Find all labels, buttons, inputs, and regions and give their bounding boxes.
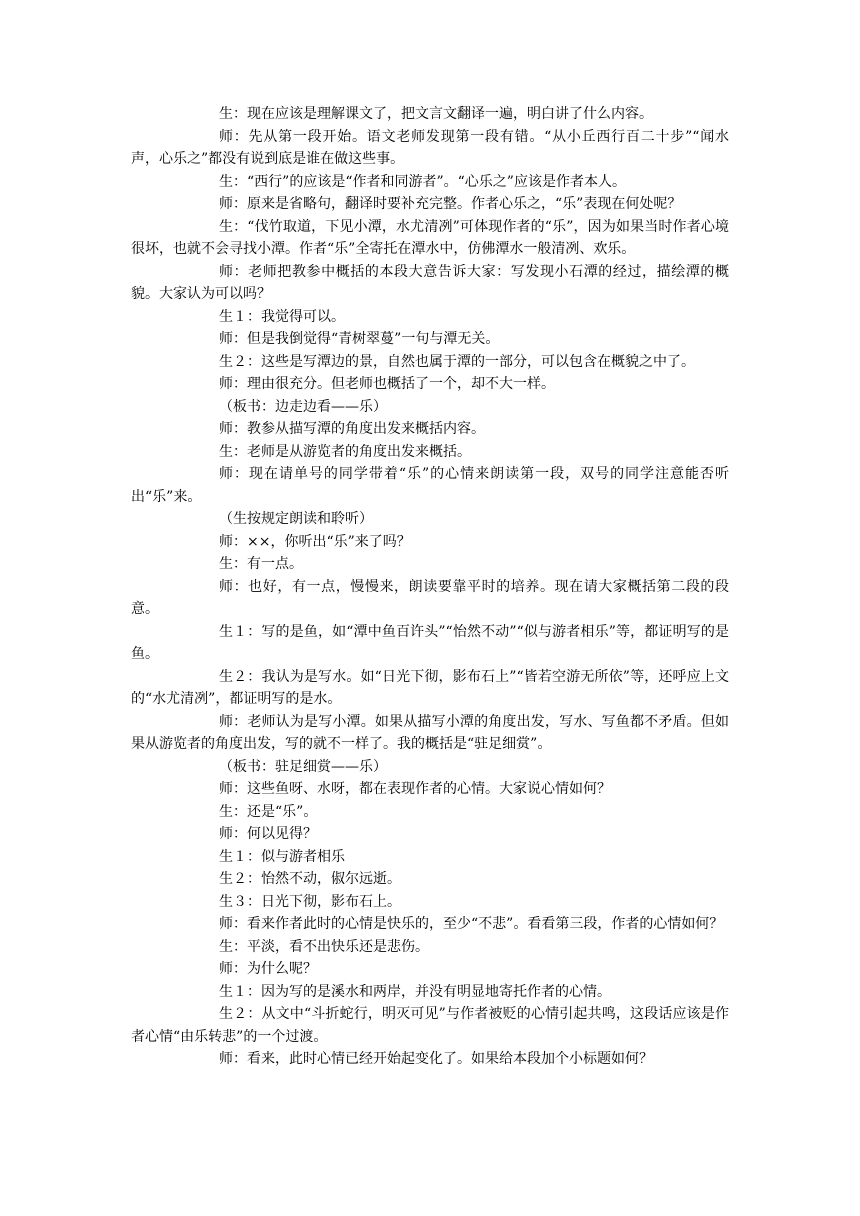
paragraph: 生１：我觉得可以。 — [219, 308, 345, 325]
paragraph: 师：何以见得？ — [219, 826, 317, 842]
paragraph: 生３：日光下彻，影布石上。 — [219, 893, 401, 910]
paragraph: 师：看来，此时心情已经开始起变化了。如果给本段加个小标题如何？ — [219, 1051, 653, 1067]
paragraph: 生２：怡然不动，俶尔远逝。 — [219, 871, 401, 887]
paragraph: 生１：似与游者相乐 — [219, 848, 345, 865]
paragraph: 生：现在应该是理解课文了，把文言文翻译一遍，明白讲了什么内容。 — [219, 106, 653, 122]
paragraph: 生：“西行”的应该是“作者和同游者”。“心乐之”应该是作者本人。 — [219, 173, 626, 190]
paragraph: 师：原来是省略句，翻译时要补充完整。作者心乐之，“乐”表现在何处呢？ — [219, 196, 682, 212]
paragraph: 师：这些鱼呀、水呀，都在表现作者的心情。大家说心情如何？ — [219, 781, 611, 797]
paragraph: 师：也好，有一点，慢慢来，朗读要靠平时的培养。现在请大家概括第二段的段意。 — [131, 578, 729, 617]
paragraph: 师：看来作者此时的心情是快乐的，至少“不悲”。看看第三段，作者的心情如何？ — [219, 916, 724, 932]
paragraph: （板书：边走边看——乐） — [219, 398, 387, 415]
paragraph: 生１：写的是鱼，如“潭中鱼百许头”“怡然不动”“似与游者相乐”等，都证明写的是鱼。 — [131, 623, 729, 662]
paragraph: 师：××，你听出“乐”来了吗？ — [219, 533, 411, 550]
paragraph: 生：“伐竹取道，下见小潭，水尤清冽”可体现作者的“乐”，因为如果当时作者心境很坏，也就不会寻找小潭。作者“乐”全寄托在潭水中，仿佛潭水一般清冽、欢乐。 — [131, 218, 729, 257]
paragraph: 生：老师是从游览者的角度出发来概括。 — [219, 443, 471, 460]
paragraph: 生２：我认为是写水。如“日光下彻，影布石上”“皆若空游无所依”等，还呼应上文的“水尤清冽”，都证明写的是水。 — [131, 668, 729, 707]
paragraph: 师：现在请单号的同学带着“乐”的心情来朗读第一段，双号的同学注意能否听出“乐”来。 — [131, 466, 729, 505]
paragraph: 生：还是“乐”。 — [219, 803, 318, 820]
paragraph: 师：但是我倒觉得“青树翠蔓”一句与潭无关。 — [219, 331, 500, 347]
paragraph: 师：为什么呢？ — [219, 961, 317, 977]
document-body — [131, 103, 729, 1071]
paragraph: 生２：这些是写潭边的景，自然也属于潭的一部分，可以包含在概貌之中了。 — [219, 353, 695, 370]
paragraph: 师：老师认为是写小潭。如果从描写小潭的角度出发，写水、写鱼都不矛盾。但如果从游览者的角度出发，写的就不一样了。我的概括是“驻足细赏”。 — [131, 713, 729, 752]
paragraph: 生：有一点。 — [219, 556, 303, 572]
paragraph: （生按规定朗读和聆听） — [219, 511, 373, 527]
paragraph: 生：平淡，看不出快乐还是悲伤。 — [219, 938, 429, 955]
paragraph: （板书：驻足细赏——乐） — [219, 758, 387, 775]
paragraph: 师：教参从描写潭的角度出发来概括内容。 — [219, 421, 485, 437]
paragraph: 师：老师把教参中概括的本段大意告诉大家：写发现小石潭的经过，描绘潭的概貌。大家认为可以吗？ — [131, 263, 729, 302]
paragraph: 师：理由很充分。但老师也概括了一个，却不大一样。 — [219, 376, 555, 392]
paragraph: 生２：从文中“斗折蛇行，明灭可见”与作者被贬的心情引起共鸣，这段话应该是作者心情“由乐转悲”的一个过渡。 — [131, 1006, 729, 1045]
paragraph: 师：先从第一段开始。语文老师发现第一段有错。“从小丘西行百二十步”“闻水声，心乐之”都没有说到底是谁在做这些事。 — [131, 128, 729, 167]
paragraph: 生１：因为写的是溪水和两岸，并没有明显地寄托作者的心情。 — [219, 983, 611, 1000]
